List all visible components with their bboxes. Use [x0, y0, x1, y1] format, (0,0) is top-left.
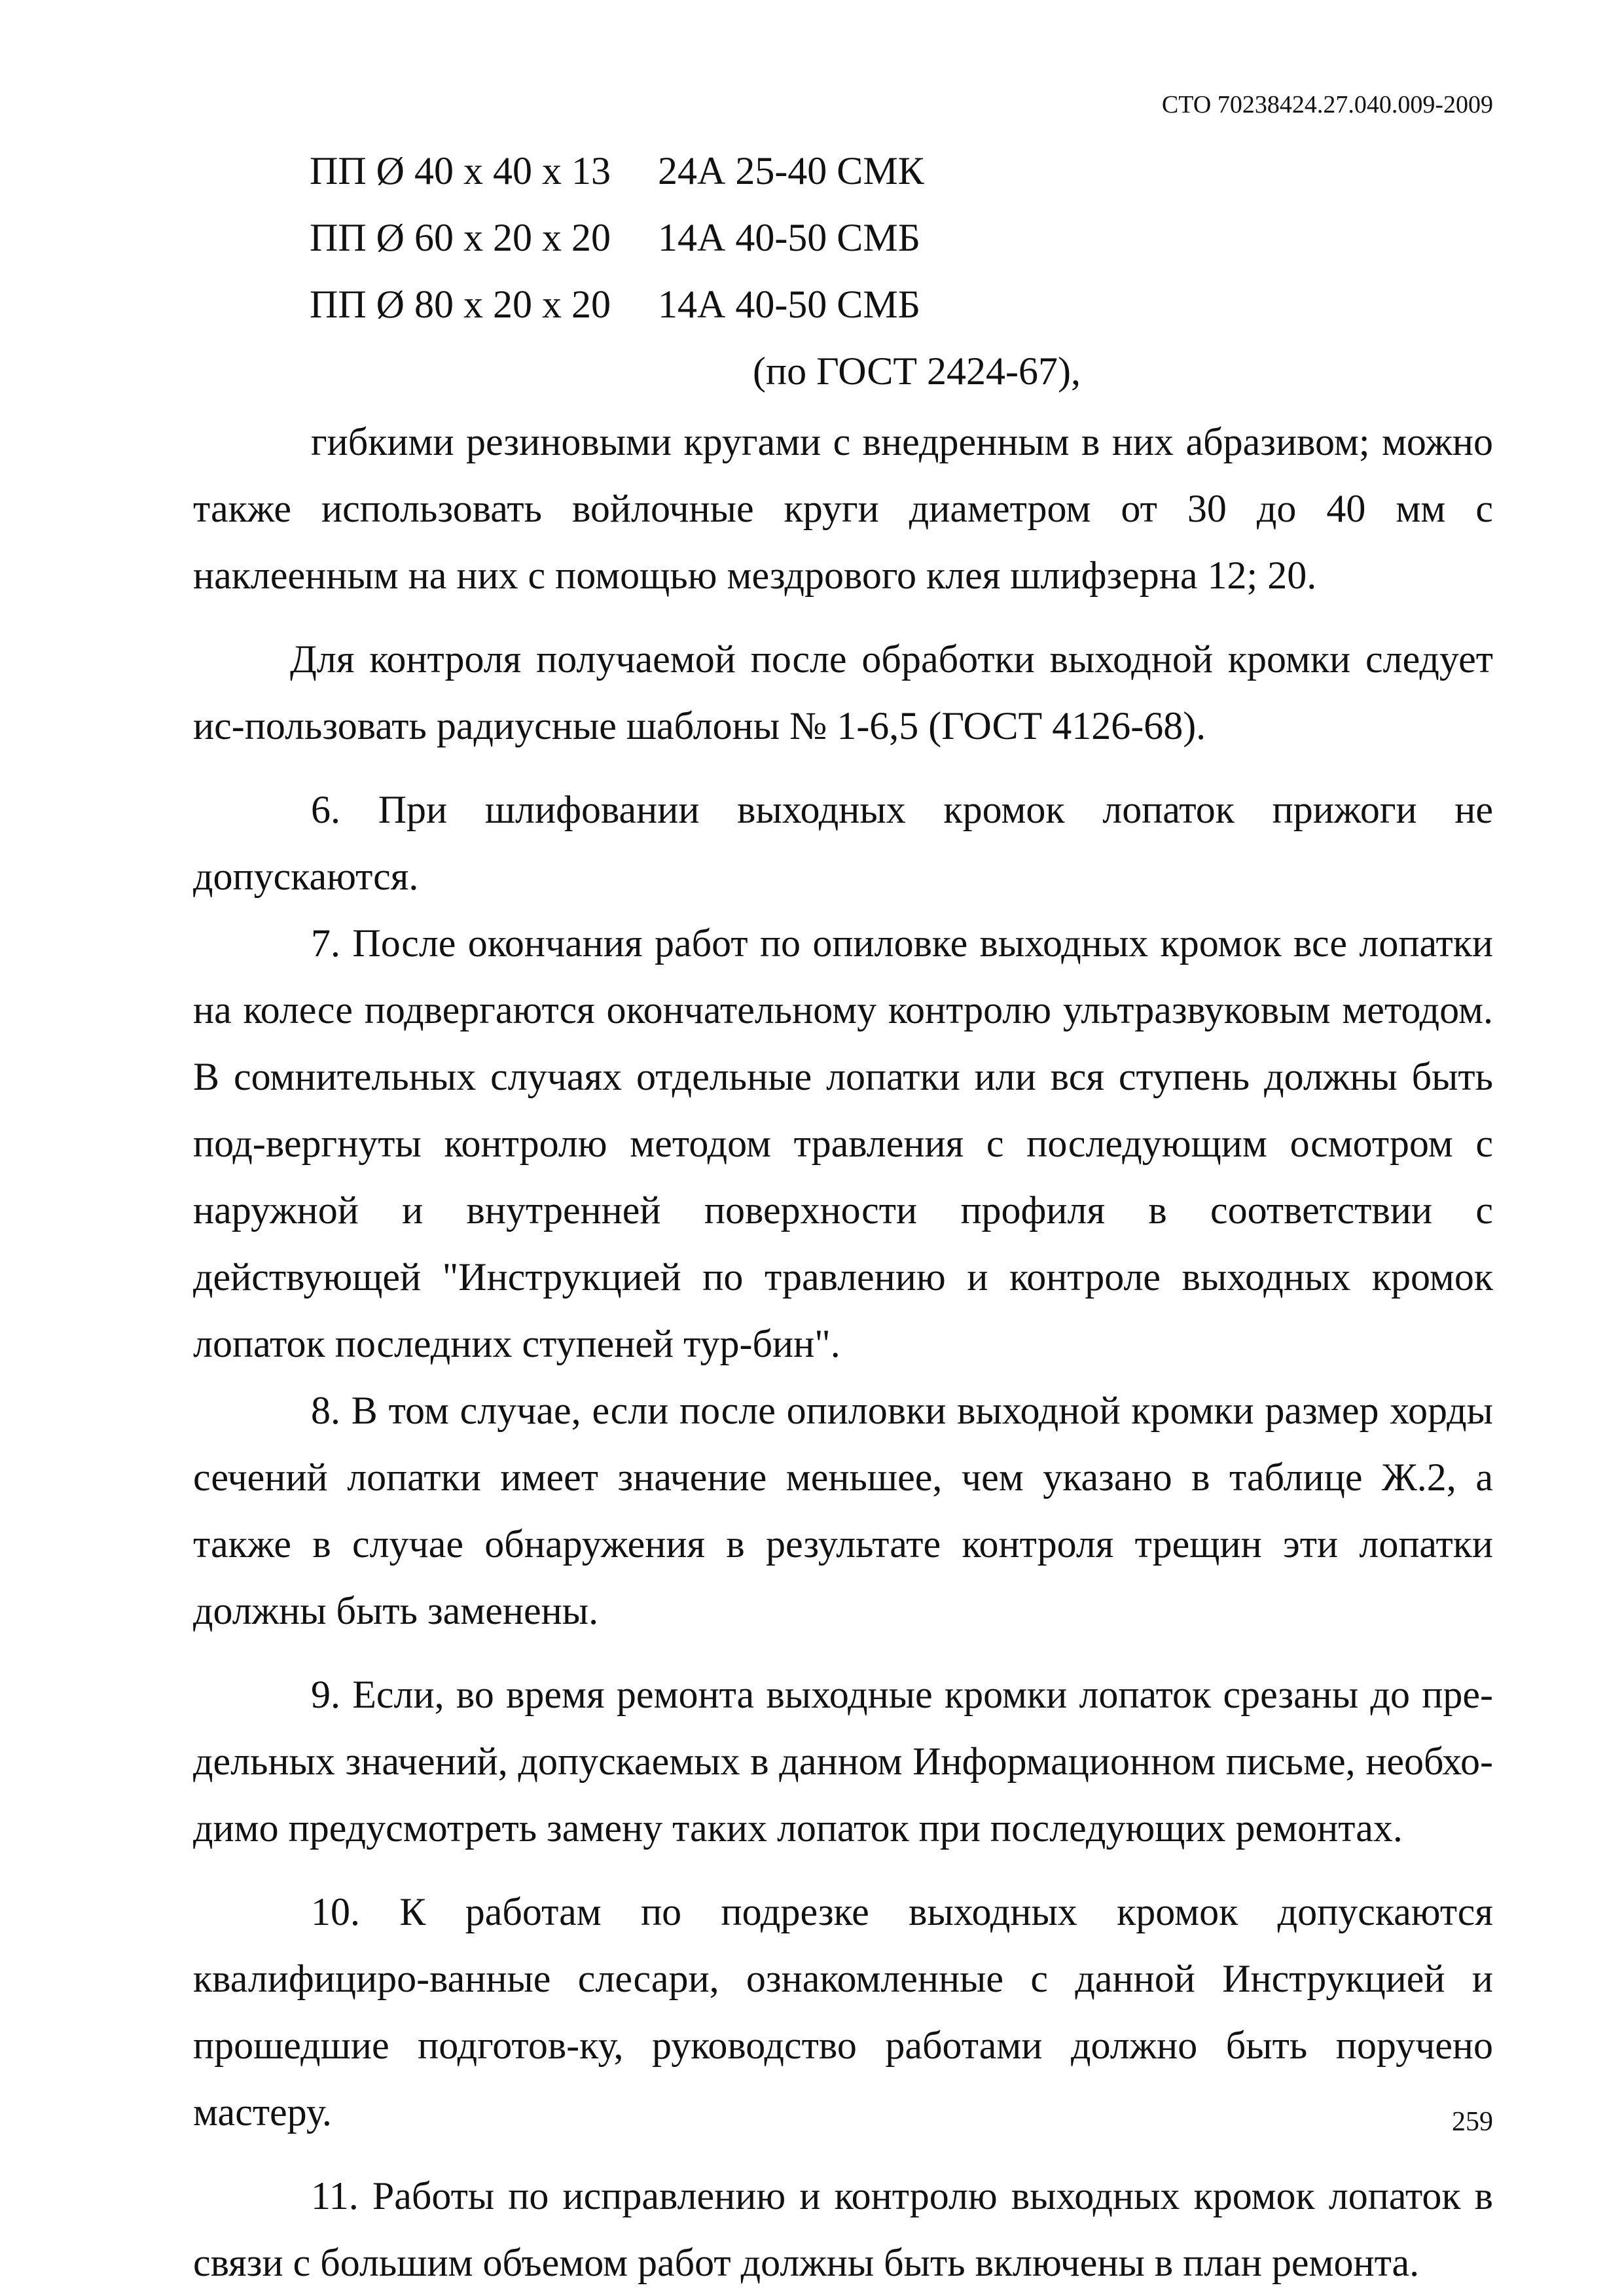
paragraph-control-templates: Для контроля получаемой после обработки выходной кромки следует ис-пользовать радиусные шаблоны № 1-6,5 (ГОСТ 4126-68). — [193, 637, 1493, 747]
paragraph-item-11: 11. Работы по исправлению и контролю выходных кромок лопаток в связи с большим объемом работ должны быть включены в план ремонта. — [193, 2174, 1493, 2284]
abrasive-dimensions: ПП Ø 80 х 20 х 20 — [310, 283, 611, 326]
paragraph-item-9: 9. Если, во время ремонта выходные кромки лопаток срезаны до пре-дельных значений, допускаемых в данном Информационном письме, необхо-димо предусмотреть замену таких лопаток при последующих ремонтах. — [193, 1673, 1493, 1850]
abrasive-dimensions: ПП Ø 40 х 40 х 13 — [310, 149, 611, 192]
abrasive-grade: 14А 40-50 СМБ — [658, 283, 921, 326]
paragraph-item-8: 8. В том случае, если после опиловки выходной кромки размер хорды сечений лопатки имеет значение меньшее, чем указано в таблице Ж.2, а также в случае обнаружения в результате контроля трещин эти лопатки должны быть заменены. — [193, 1389, 1493, 1632]
abrasive-spec-row — [193, 204, 1493, 271]
abrasive-spec-row — [193, 271, 1493, 338]
page-body — [193, 137, 1493, 2296]
document-code: СТО 70238424.27.040.009-2009 — [1161, 91, 1493, 118]
paragraph-item-6: 6. При шлифовании выходных кромок лопаток прижоги не допускаются. — [193, 788, 1493, 898]
page-number: 259 — [1452, 2107, 1493, 2137]
abrasive-grade: 24А 25-40 СМК — [658, 149, 924, 192]
abrasive-grade: 14А 40-50 СМБ — [658, 216, 921, 259]
paragraph-flexible-wheels: гибкими резиновыми кругами с внедренным в них абразивом; можно также использовать войлочные круги диаметром от 30 до 40 мм с наклеенным на них с помощью мездрового клея шлифзерна 12; 20. — [193, 420, 1493, 597]
abrasive-spec-row — [193, 137, 1493, 204]
abrasive-dimensions: ПП Ø 60 х 20 х 20 — [310, 216, 611, 259]
gost-reference: (по ГОСТ 2424-67), — [753, 350, 1081, 393]
paragraph-item-10: 10. К работам по подрезке выходных кромок допускаются квалифициро-ванные слесари, ознакомленные с данной Инструкцией и прошедшие подготов-ку, руководство работами должно быть поручено мастеру. — [193, 1890, 1493, 2134]
paragraph-item-7: 7. После окончания работ по опиловке выходных кромок все лопатки на колесе подвергаются окончательному контролю ультразвуковым методом. В сомнительных случаях отдельные лопатки или вся ступень должны быть под-вергнуты контролю методом травления с последующим осмотром с наружной и внутренней поверхности профиля в соответствии с действующей "Инструкцией по травлению и контроле выходных кромок лопаток последних ступеней тур-бин". — [193, 922, 1493, 1365]
